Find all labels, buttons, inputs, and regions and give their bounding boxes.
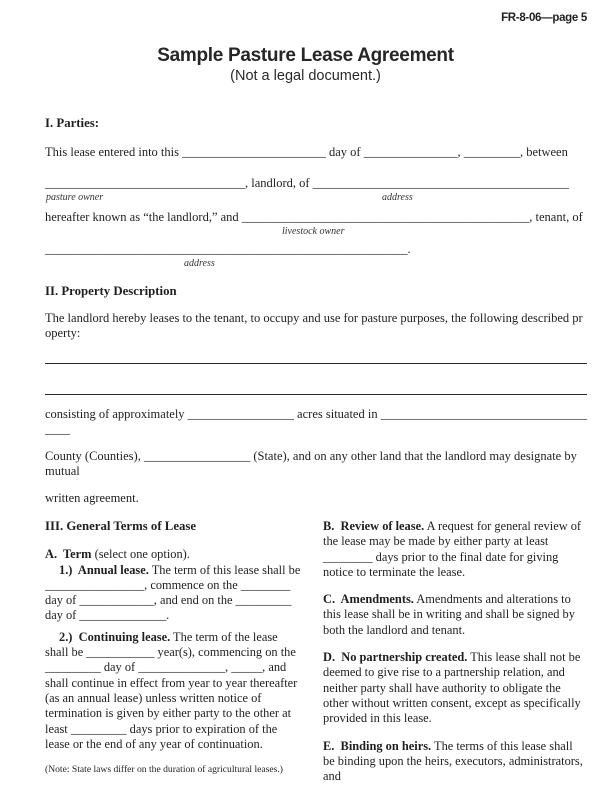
terms-right-column (323, 519, 587, 787)
livestock-owner-label: livestock owner (282, 226, 345, 237)
state-laws-note: (Note: State laws differ on the duration of agricultural leases.) (45, 764, 283, 776)
amendments-text: Amendments and alterations to this lease shall be in writing and shall be signed by both the landlord and tenant. (323, 592, 579, 637)
section-property-heading: II. Property Description (45, 284, 177, 298)
binding-on-heirs-lead: E. Binding on heirs. (323, 738, 432, 753)
blank-line-1 (45, 363, 587, 364)
annual-lease-text: The term of this lease shall be ________________, commence on the ________ day of ____________, and end on the _________ day of ______________. (45, 562, 304, 623)
section-terms-heading: III. General Terms of Lease (45, 519, 197, 533)
terms-left-column (45, 519, 303, 787)
annual-lease-lead: 1.) Annual lease. (59, 562, 149, 577)
no-partnership-lead: D. No partnership created. (323, 650, 468, 665)
page-number: FR-8-06—page 5 (501, 12, 587, 24)
property-line-acres: consisting of approximately _________________ acres situated in _____________________________________ (45, 407, 587, 436)
parties-line-address: __________________________________________________________. (45, 242, 411, 256)
property-intro: The landlord hereby leases to the tenant, to occupy and use for pasture purposes, the following described property: (45, 311, 583, 340)
binding-on-heirs-paragraph (323, 739, 587, 785)
amendments-paragraph (323, 592, 587, 638)
address-label-2: address (184, 258, 215, 269)
term-a-lead: A. Term (45, 547, 92, 562)
review-of-lease-paragraph (323, 519, 587, 580)
blank-line-2 (45, 394, 587, 395)
continuing-lease-lead: 2.) Continuing lease. (59, 629, 171, 644)
amendments-lead: C. Amendments. (323, 592, 414, 607)
parties-line-tenant: hereafter known as “the landlord,” and ______________________________________________, tenant, of (45, 210, 583, 224)
document-subtitle: (Not a legal document.) (230, 68, 381, 84)
parties-labels-row-1 (45, 191, 587, 204)
binding-on-heirs-text: The terms of this lease shall be binding upon the heirs, executors, administrators, and (323, 738, 586, 784)
property-line-written: written agreement. (45, 491, 139, 505)
section-parties-heading: I. Parties: (45, 116, 100, 130)
term-a-paragraph (45, 547, 303, 562)
document-body (0, 116, 611, 506)
general-terms-columns (0, 519, 611, 787)
term-a-text: (select one option). (91, 547, 190, 562)
pasture-owner-label: pasture owner (46, 192, 104, 203)
address-label-1: address (382, 192, 413, 203)
continuing-lease-text: The term of the lease shall be ___________ year(s), commencing on the _________ day of ______________, _____, and shall continue in effect from year to year thereafter (as an annual lease) unless written notice of termination is given by either party to the other at least _________ days prior to expiration of the lease or the end of any year of continuation. (45, 629, 301, 751)
document-title: Sample Pasture Lease Agreement (157, 45, 454, 66)
no-partnership-text: This lease shall not be deemed to give rise to a partnership relation, and neither party shall have authority to obligate the other without written consent, except as specifically provided in this lease. (323, 650, 584, 726)
parties-labels-row-3 (45, 257, 587, 270)
property-line-county: County (Counties), _________________ (State), and on any other land that the landlord may designate by mutual (45, 449, 580, 478)
no-partnership-paragraph (323, 650, 587, 726)
parties-line-landlord: ________________________________, landlord, of _________________________________________ (45, 176, 569, 190)
parties-labels-row-2 (45, 225, 587, 238)
review-of-lease-lead: B. Review of lease. (323, 519, 425, 533)
parties-line-date: This lease entered into this _______________________ day of _______________, _________, between (45, 145, 568, 159)
continuing-lease-paragraph (45, 630, 303, 752)
review-of-lease-text: A request for general review of the lease may be made by either party at least ________ days prior to the final date for giving notice to terminate the lease. (323, 519, 585, 579)
annual-lease-paragraph (45, 563, 303, 624)
